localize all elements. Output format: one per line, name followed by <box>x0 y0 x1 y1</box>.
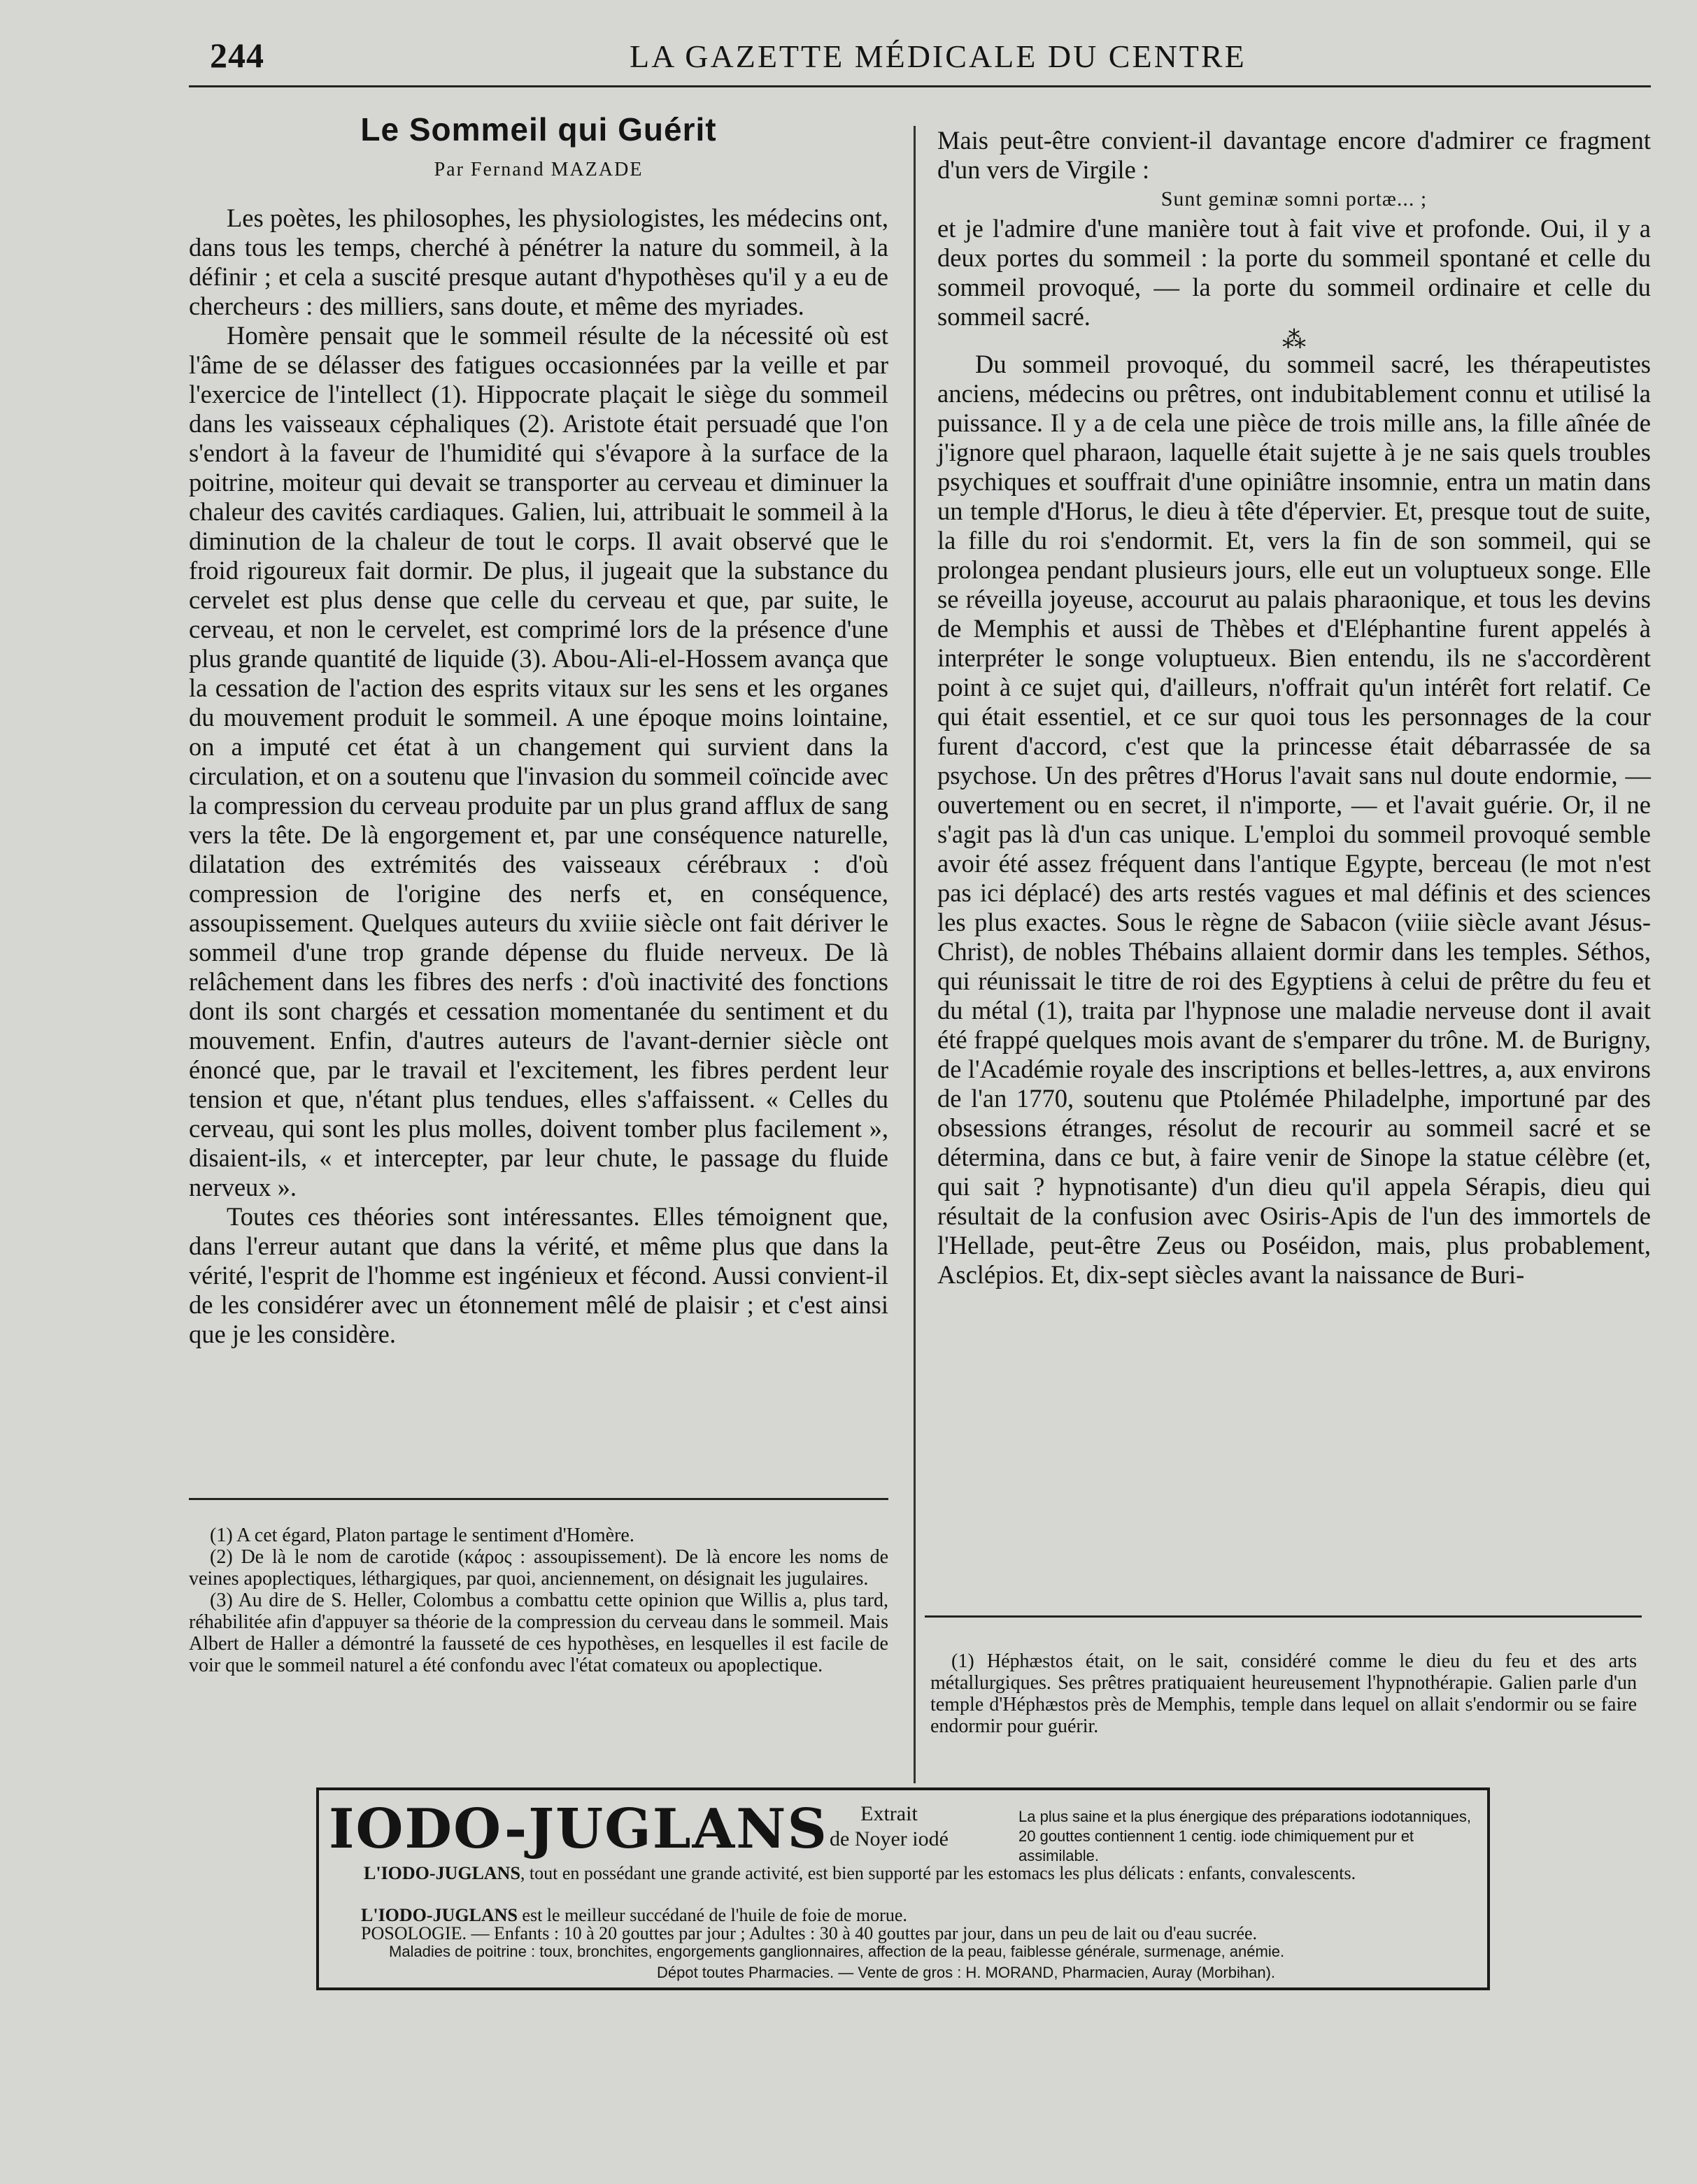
ad-indications: Maladies de poitrine : toux, bronchites, engorgements ganglionnaires, affection de la peau, faiblesse générale, surmenage, anémie. <box>389 1943 1285 1960</box>
paragraph: Toutes ces théories sont intéressantes. Elles témoignent que, dans l'erreur autant que dans la vérité, et même plus que dans la vérité, l'esprit de l'homme est ingénieux et fécond. Aussi convient-il de les considérer avec un étonnement mêlé de plaisir ; et c'est ainsi que je les considère. <box>189 1202 888 1348</box>
paragraph: Mais peut-être convient-il davantage encore d'admirer ce fragment d'un vers de Virgile : <box>937 126 1651 184</box>
virgil-verse: Sunt geminæ somni portæ... ; <box>1160 187 1428 210</box>
byline: Par Fernand MAZADE <box>434 159 644 180</box>
ad-distributor: Dépot toutes Pharmacies. — Vente de gros : H. MORAND, Pharmacien, Auray (Morbihan). <box>656 1964 1276 1981</box>
paragraph: Du sommeil provoqué, du sommeil sacré, les thérapeutistes anciens, médecins ou prêtres, ont indubitablement connu et utilisé la puissance. Il y a de cela une pièce de trois mille ans, la fille aînée de j'ignore quel pharaon, laquelle était sujette à je ne sais quels troubles psychiques et souffrait d'une opiniâtre insomnie, entra un matin dans un temple d'Horus, le dieu à tête d'épervier. Et, presque tout de suite, la fille du roi s'endormit. Et, vers la fin de son sommeil, qui se prolongea pendant plusieurs jours, elle eut un voluptueux songe. Elle se réveilla joyeuse, accourut au palais pharaonique, et tous les devins de Memphis et aussi de Thèbes et d'Eléphantine furent appelés à interpréter le songe voluptueux. Bien entendu, ils ne s'accordèrent point à ce sujet qui, d'ailleurs, n'offrait qu'un intérêt fort relatif. Ce qui était essentiel, et ce sur quoi tous les personnages de la cour furent d'accord, c'est que la princesse était débarrassée de sa psychose. Un des prêtres d'Horus l'avait sans nul doute endormie, — ouvertement ou en secret, il n'importe, — et l'avait guérie. Or, il ne s'agit pas là d'un cas unique. L'emploi du sommeil provoqué semble avoir été assez fréquent dans l'antique Egypte, berceau (le mot n'est pas ici déplacé) des arts restés vagues et mal définis et des sciences les plus exactes. Sous le règne de Sabacon (viiie siècle avant Jésus-Christ), de nobles Thébains allaient dormir dans les temples. Séthos, qui réunissait le titre de roi des Egyptiens à celui de prêtre du feu et du métal (1), traita par l'hypnose une maladie nerveuse dont il avait été frappé quelques mois avant de s'emparer du trône. M. de Burigny, de l'Académie royale des inscriptions et belles-lettres, a, aux environs de l'an 1770, soutenu que Ptolémée Philadelphe, importuné par des obsessions étranges, résolut de recourir au sommeil sacré et se détermina, dans ce but, à faire venir de Sinope la statue célèbre (et, qui sait ? hypnotisante) d'un dieu qu'il appela Sérapis, dieu qui résultait de la confusion avec Osiris-Apis de l'un des immortels de l'Hellade, peut-être Zeus ou Poséidon, mais, plus probablement, Asclépios. Et, dix-sept siècles avant la naissance de Buri- <box>937 350 1651 1289</box>
ad-extract-line: Extrait <box>860 1802 918 1825</box>
right-column <box>937 126 1651 1290</box>
footnotes-left <box>189 1525 888 1676</box>
page-number: 244 <box>210 36 264 75</box>
ad-extract-label <box>830 1801 949 1852</box>
paragraph: Les poètes, les philosophes, les physiologistes, les médecins ont, dans tous les temps, cherché à pénétrer la nature du sommeil, à la définir ; et cela a suscité presque autant d'hypothèses qu'il y a eu de chercheurs : des milliers, sans doute, et même des myriades. <box>189 204 888 320</box>
ad-brand-inline: L'IODO-JUGLANS <box>364 1863 520 1883</box>
paragraph: et je l'admire d'une manière tout à fait vive et profonde. Oui, il y a deux portes du sommeil : la porte du sommeil spontané et celle du sommeil provoqué, — la porte du sommeil ordinaire et celle du sommeil sacré. <box>937 214 1651 331</box>
footnote: (1) A cet égard, Platon partage le sentiment d'Homère. <box>210 1525 634 1546</box>
footnote: (3) Au dire de S. Heller, Colombus a combattu cette opinion que Willis a, plus tard, réhabilitée afin d'appuyer sa théorie de la compression du cerveau dans le sommeil. Mais Albert de Haller a démontré la fausseté de ces hypothèses, en lesquelles il est facile de voir que le sommeil naturel a été confondu avec l'état comateux ou apoplectique. <box>189 1590 888 1676</box>
header-rule <box>189 85 1651 87</box>
left-column <box>189 108 888 1349</box>
ad-text-span: est le meilleur succédané de l'huile de foie de morue. <box>517 1905 907 1925</box>
section-break-asterism: ⁂ <box>1282 327 1306 353</box>
column-divider <box>914 126 916 1783</box>
footnotes-right <box>930 1650 1637 1737</box>
ad-extract-line: de Noyer iodé <box>830 1827 949 1850</box>
footnote: (1) Héphæstos était, on le sait, considéré comme le dieu du feu et des arts métallurgiques. Ses prêtres pratiquaient heureusement l'hypnothérapie. Galien parle d'un temple d'Héphæstos près de Memphis, temple dans lequel on allait s'endormir ou se faire endormir pour guérir. <box>930 1650 1637 1737</box>
article-title: Le Sommeil qui Guérit <box>360 111 717 148</box>
ad-text-span: , tout en possédant une grande activité, est bien supporté par les estomacs les plus délicats : enfants, convalescents. <box>520 1863 1356 1883</box>
ad-posology: POSOLOGIE. — Enfants : 10 à 20 gouttes par jour ; Adultes : 30 à 40 gouttes par jour, dans un peu de lait ou d'eau sucrée. <box>361 1923 1258 1943</box>
ad-text <box>329 1863 1476 1884</box>
ad-brand-inline: L'IODO-JUGLANS <box>361 1905 518 1925</box>
journal-title: LA GAZETTE MÉDICALE DU CENTRE <box>630 38 1247 74</box>
advertisement <box>316 1787 1490 1990</box>
ad-brand: IODO-JUGLANS <box>329 1797 828 1861</box>
footnote-rule <box>189 1498 888 1500</box>
footnote: (2) De là le nom de carotide (κάρος : assoupissement). De là encore les noms de veines apoplectiques, léthargiques, par quoi, anciennement, on désignait les jugulaires. <box>189 1546 888 1590</box>
ad-tagline: La plus saine et la plus énergique des préparations iodotanniques, 20 gouttes contiennent 1 centig. iode chimiquement pur et assimilable. <box>1018 1808 1472 1864</box>
running-header <box>210 28 1637 84</box>
paragraph: Homère pensait que le sommeil résulte de la nécessité où est l'âme de se délasser des fatigues occasionnées par la veille et par l'exercice de l'intellect (1). Hippocrate plaçait le siège du sommeil dans les vaisseaux céphaliques (2). Aristote était persuadé que l'on s'endort à la faveur de l'humidité qui s'évapore à la surface de la poitrine, moiteur qui devait se transporter au cerveau et diminuer la chaleur des cavités cardiaques. Galien, lui, attribuait le sommeil à la diminution de la chaleur de tout le corps. Il avait observé que le froid rigoureux fait dormir. De plus, il jugeait que la substance du cervelet est plus dense que celle du cerveau et que, par suite, le cerveau, et non le cervelet, est comprimé lors de la présence d'une plus grande quantité de liquide (3). Abou-Ali-el-Hossem avança que la cessation de l'action des esprits vitaux sur les sens et les organes du mouvement produit le sommeil. A une époque moins lointaine, on a imputé cet état à un changement qui survient dans la circulation, et on a soutenu que l'invasion du sommeil coïncide avec la compression du cerveau produite par un plus grand afflux de sang vers la tête. De là engorgement et, par une conséquence naturelle, dilatation des extrémités des vaisseaux cérébraux : d'où compression de l'origine des nerfs et, en conséquence, assoupissement. Quelques auteurs du xviiie siècle ont fait dériver le sommeil d'une trop grande dépense du fluide nerveux. De là relâchement dans les fibres des nerfs : d'où inactivité des fonctions dont ils sont chargés et cessation momentanée du sentiment et du mouvement. Enfin, d'autres auteurs de l'avant-dernier siècle ont énoncé que, par le travail et l'excitement, les fibres perdent leur tension et que, n'étant plus tendues, elles s'affaissent. « Celles du cerveau, qui sont les plus molles, doivent tomber plus facilement », disaient-ils, « et intercepter, par leur chute, le passage du fluide nerveux ». <box>189 321 888 1201</box>
footnote-rule <box>925 1615 1642 1618</box>
